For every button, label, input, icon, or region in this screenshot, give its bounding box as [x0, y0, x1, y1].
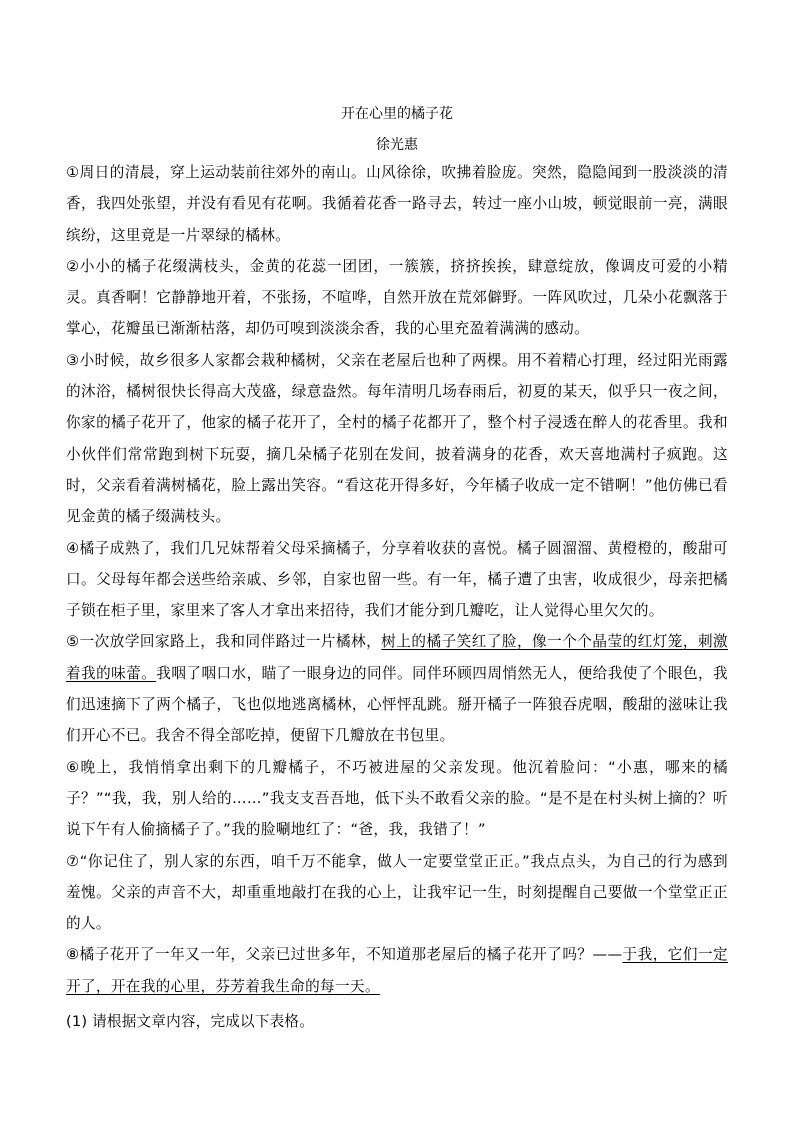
article-title: 开在心里的橘子花 — [341, 106, 453, 122]
article-body — [66, 157, 728, 1037]
article-author: 徐光惠 — [376, 137, 418, 153]
paragraph-5-end: 我咽了咽口水，瞄了一眼身边的同伴。同伴环顾四周悄然无人，便给我使了个眼色，我们迅速摘下了两个橘子，飞也似地逃离橘林，心怦怦乱跳。掰开橘子一阵狼吞虎咽，酸甜的滋味让我们开心不已。我舍不得全部吃掉，便留下几瓣放在书包里。 — [66, 664, 728, 745]
paragraph-5-start: ⑤一次放学回家路上，我和同伴路过一片橘林， — [66, 633, 382, 651]
paragraph-6: ⑥晚上，我悄悄拿出剩下的几瓣橘子，不巧被进屋的父亲发现。他沉着脸问：“小惠，哪来的橘子？”“我，我，别人给的……”我支支吾吾地，低下头不敢看父亲的脸。“是不是在村头树上摘的？听说下午有人偷摘橘子了。”我的脸唰地红了：“爸，我，我错了！” — [66, 758, 728, 839]
question-1: (1) 请根据文章内容，完成以下表格。 — [66, 1013, 315, 1031]
paragraph-5 — [66, 626, 728, 751]
paragraph-7: ⑦“你记住了，别人家的东西，咱千万不能拿，做人一定要堂堂正正。”我点点头，为自己的行为感到羞愧。父亲的声音不大，却重重地敲打在我的心上，让我牢记一生，时刻提醒自己要做一个堂堂正正的人。 — [66, 852, 728, 933]
underlined-ending: 于我，它们一定开了，开在我的心里，芬芳着我生命的每一天。 — [66, 946, 728, 995]
paragraph-1: ①周日的清晨，穿上运动装前往郊外的南山。山风徐徐，吹拂着脸庞。突然，隐隐闻到一股淡淡的清香，我四处张望，并没有看见有花啊。我循着花香一路寻去，转过一座小山坡，顿觉眼前一亮，满眼缤纷，这里竟是一片翠绿的橘林。 — [66, 164, 728, 244]
paragraph-8-start: ⑧橘子花开了一年又一年，父亲已过世多年，不知道那老屋后的橘子花开了吗？—— — [66, 946, 623, 964]
paragraph-4: ④橘子成熟了，我们几兄妹帮着父母采摘橘子，分享着收获的喜悦。橘子圆溜溜、黄橙橙的，酸甜可口。父母每年都会送些给亲戚、乡邻，自家也留一些。有一年，橘子遭了虫害，收成很少，母亲把橘子锁在柜子里，家里来了客人才拿出来招待，我们才能分到几瓣吃，让人觉得心里欠欠的。 — [66, 539, 728, 620]
underlined-sentence: 树上的橘子笑红了脸，像一个个晶莹的红灯笼，刺激着我的味蕾。 — [66, 633, 728, 682]
paragraph-8 — [66, 939, 728, 1002]
paragraph-3: ③小时候，故乡很多人家都会栽种橘树，父亲在老屋后也种了两棵。用不着精心打理，经过阳光雨露的沐浴，橘树很快长得高大茂盛，绿意盎然。每年清明几场春雨后，初夏的某天，似乎只一夜之间，你家的橘子花开了，他家的橘子花开了，全村的橘子花都开了，整个村子浸透在醉人的花香里。我和小伙伴们常常跑到树下玩耍，摘几朵橘子花别在发间，披着满身的花香，欢天喜地满村子疯跑。这时，父亲看着满树橘花，脸上露出笑容。“看这花开得多好，今年橘子收成一定不错啊！”他仿佛已看见金黄的橘子缀满枝头。 — [66, 351, 728, 526]
paragraph-2: ②小小的橘子花缀满枝头，金黄的花蕊一团团，一簇簇，挤挤挨挨，肆意绽放，像调皮可爱的小精灵。真香啊！它静静地开着，不张扬，不喧哗，自然开放在荒郊僻野。一阵风吹过，几朵小花飘落于掌心，花瓣虽已渐渐枯落，却仍可嗅到淡淡余香，我的心里充盈着满满的感动。 — [66, 257, 728, 338]
